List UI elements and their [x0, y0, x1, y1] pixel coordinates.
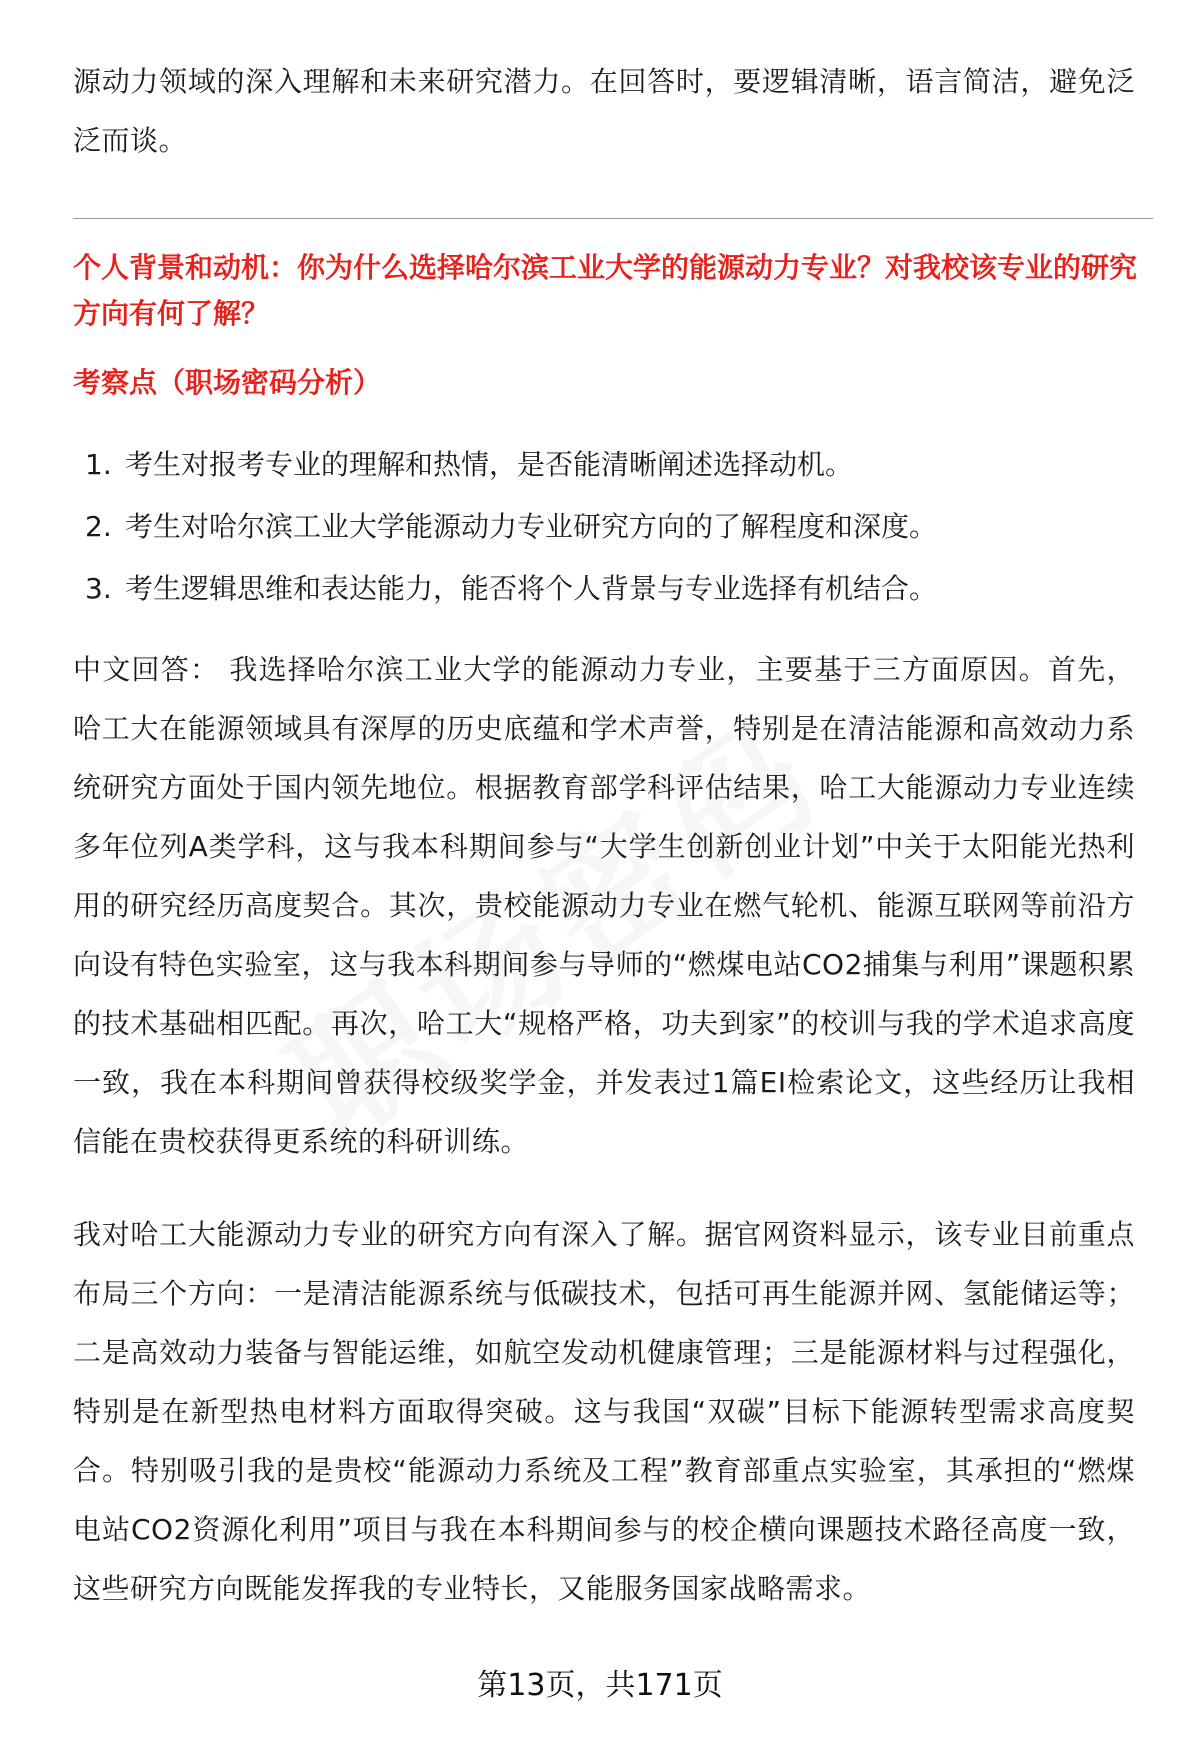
- list-text: 考生对报考专业的理解和热情，是否能清晰阐述选择动机。: [125, 448, 854, 481]
- assessment-points-title: 考察点（职场密码分析）: [73, 366, 382, 399]
- answer-paragraph-1: 中文回答： 我选择哈尔滨工业大学的能源动力专业，主要基于三方面原因。首先，哈工大在能源领域具有深厚的历史底蕴和学术声誉，特别是在清洁能源和高效动力系统研究方面处于国内领先地位。根据教育部学科评估结果，哈工大能源动力专业连续多年位列A类学科，这与我本科期间参与“大学生创新创业计划”中关于太阳能光热利用的研究经历高度契合。其次，贵校能源动力专业在燃气轮机、能源互联网等前沿方向设有特色实验室，这与我本科期间参与导师的“燃煤电站CO2捕集与利用”课题积累的技术基础相匹配。再次，哈工大“规格严格，功夫到家”的校训与我的学术追求高度一致，我在本科期间曾获得校级奖学金，并发表过1篇EI检索论文，这些经历让我相信能在贵校获得更系统的科研训练。: [73, 653, 1135, 1158]
- intro-paragraph: 源动力领域的深入理解和未来研究潜力。在回答时，要逻辑清晰，语言简洁，避免泛泛而谈。: [73, 65, 1135, 157]
- list-number: 1.: [85, 448, 112, 481]
- list-text: 考生对哈尔滨工业大学能源动力专业研究方向的了解程度和深度。: [125, 510, 938, 543]
- list-item: [85, 558, 937, 620]
- page-number-footer: 第13页，共171页: [477, 1668, 723, 1703]
- list-item: [85, 496, 937, 558]
- list-text: 考生逻辑思维和表达能力，能否将个人背景与专业选择有机结合。: [125, 572, 938, 605]
- section-divider: [73, 218, 1153, 219]
- list-item: [85, 434, 937, 496]
- list-number: 3.: [85, 572, 112, 605]
- question-heading: 个人背景和动机：你为什么选择哈尔滨工业大学的能源动力专业？对我校该专业的研究方向有何了解？: [73, 251, 1138, 330]
- assessment-points-list: [85, 434, 937, 620]
- answer-paragraph-2: 我对哈工大能源动力专业的研究方向有深入了解。据官网资料显示，该专业目前重点布局三个方向：一是清洁能源系统与低碳技术，包括可再生能源并网、氢能储运等；二是高效动力装备与智能运维，如航空发动机健康管理；三是能源材料与过程强化，特别是在新型热电材料方面取得突破。这与我国“双碳”目标下能源转型需求高度契合。特别吸引我的是贵校“能源动力系统及工程”教育部重点实验室，其承担的“燃煤电站CO2资源化利用”项目与我在本科期间参与的校企横向课题技术路径高度一致，这些研究方向既能发挥我的专业特长，又能服务国家战略需求。: [73, 1218, 1135, 1605]
- list-number: 2.: [85, 510, 112, 543]
